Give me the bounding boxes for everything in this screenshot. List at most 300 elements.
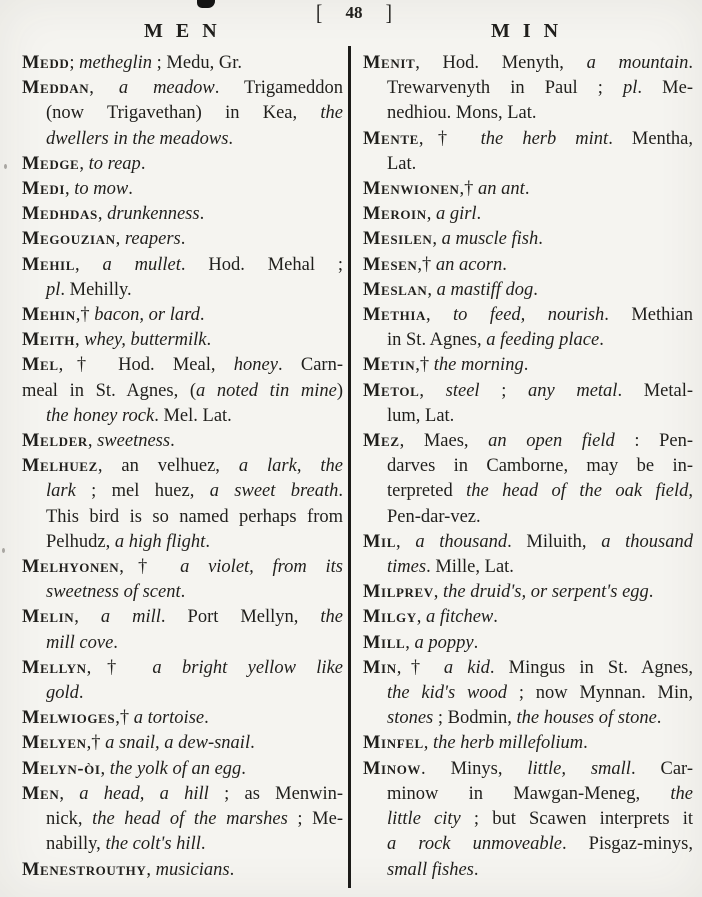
text-segment: the head of the marshes: [92, 809, 288, 830]
text-segment: an ant: [478, 179, 525, 200]
text-segment: . Port Mellyn,: [160, 607, 321, 628]
dictionary-entry: [363, 580, 693, 605]
dictionary-entry: [22, 328, 343, 353]
text-segment: minow in Mawgan-Meneg,: [387, 783, 671, 804]
text-segment: . Minys,: [421, 758, 528, 779]
entry-line: [363, 101, 693, 126]
text-segment: a feeding place: [486, 330, 600, 351]
entry-line: [363, 757, 693, 782]
text-segment: Pen-dar-vez.: [387, 506, 481, 527]
text-segment: a violet, from its: [180, 557, 343, 578]
text-segment: whey, buttermilk: [84, 330, 207, 351]
text-segment: .: [113, 632, 118, 653]
headword: Mehin: [22, 305, 76, 326]
entry-line: [363, 127, 693, 152]
text-segment: reapers: [124, 229, 181, 250]
text-segment: . Me-: [637, 78, 693, 99]
entry-line: [363, 51, 693, 76]
text-segment: . Mentha,: [608, 128, 694, 149]
text-segment: ,: [87, 431, 98, 452]
text-segment: ,: [79, 153, 89, 174]
entry-line: [22, 706, 343, 731]
headword: Melyen: [22, 733, 87, 754]
entry-line: [363, 782, 693, 807]
text-segment: .: [524, 179, 530, 200]
headword: Medd: [22, 53, 70, 73]
text-segment: nedhiou. Mons, Lat.: [387, 103, 537, 124]
headword: Meslan: [363, 279, 428, 300]
text-segment: the: [670, 783, 693, 804]
text-segment: stones: [387, 708, 434, 729]
entry-line: [22, 152, 343, 177]
text-segment: the morning: [433, 355, 524, 376]
text-segment: times: [387, 557, 427, 578]
entry-line: [22, 101, 343, 126]
dictionary-entry: [22, 76, 343, 152]
text-segment: ,: [423, 733, 434, 754]
headword: Megouzian: [22, 229, 116, 250]
text-segment: a mill: [100, 607, 161, 628]
text-segment: .: [229, 859, 235, 880]
entry-line: [22, 127, 343, 152]
text-segment: ,†: [115, 708, 134, 729]
entry-line: [363, 379, 693, 404]
text-segment: . Trigameddon: [214, 78, 343, 99]
dictionary-entry: [363, 253, 693, 278]
text-segment: small fishes: [387, 859, 474, 880]
text-segment: .: [204, 708, 209, 729]
text-segment: .: [648, 582, 654, 603]
entry-line: [22, 505, 343, 530]
text-segment: . Methian: [604, 305, 693, 326]
headword: Melwioges: [22, 708, 116, 729]
entry-line: [22, 757, 343, 782]
text-segment: .: [241, 758, 246, 779]
headword: Melhuez: [22, 456, 98, 477]
text-segment: ,†: [459, 179, 479, 200]
entry-line: [22, 278, 343, 303]
text-segment: , an velhuez,: [97, 456, 239, 477]
text-segment: .: [199, 305, 205, 326]
text-segment: to feed, nourish: [453, 305, 605, 326]
headword: Mente: [363, 128, 419, 149]
column-header-men: MEN: [144, 20, 230, 42]
text-segment: ,: [405, 632, 415, 653]
text-segment: ; Medu, Gr.: [152, 53, 242, 73]
text-segment: (now Trigavethan) in Kea,: [46, 103, 321, 124]
text-segment: ,†: [75, 305, 95, 326]
headword: Mesilen: [363, 229, 433, 250]
text-segment: .: [180, 582, 186, 603]
text-segment: ,: [74, 607, 101, 628]
text-segment: ,: [74, 254, 103, 275]
text-segment: a thousand: [415, 531, 508, 552]
text-segment: a mullet: [102, 254, 181, 275]
headword: Milgy: [363, 607, 417, 628]
text-segment: .: [523, 355, 529, 376]
ink-smudge: [197, 0, 215, 8]
text-segment: terpreted: [387, 481, 467, 502]
text-segment: to mow: [74, 179, 129, 200]
text-segment: a mastiff dog: [436, 279, 534, 300]
text-segment: a tortoise: [133, 708, 205, 729]
headword: Milprev: [363, 582, 434, 603]
text-segment: a fitchew: [425, 607, 494, 628]
dictionary-entry: [22, 706, 343, 731]
dictionary-entry: [22, 177, 343, 202]
text-segment: . Mille, Lat.: [426, 557, 514, 578]
entry-line: [22, 530, 343, 555]
dictionary-entry: [22, 757, 343, 782]
text-segment: a meadow: [118, 78, 215, 99]
text-segment: ,: [426, 204, 436, 225]
text-segment: , Maes,: [399, 431, 489, 452]
headword: Medi: [22, 179, 65, 200]
text-segment: a bright yellow like: [152, 657, 343, 678]
text-segment: a mountain: [586, 53, 689, 73]
text-segment: meal in St. Agnes, (: [22, 380, 197, 401]
entry-line: [363, 605, 693, 630]
text-segment: . Pisgaz-minys,: [561, 834, 693, 855]
text-segment: ,: [296, 456, 321, 477]
text-segment: the druid's, or serpent's egg: [443, 582, 649, 603]
headword: Mill: [363, 632, 406, 653]
headword: Mez: [363, 431, 400, 452]
dictionary-entry: [22, 202, 343, 227]
text-segment: ,: [89, 78, 119, 99]
dictionary-entry: [363, 353, 693, 378]
entry-line: [22, 454, 343, 479]
text-segment: ; as Menwin-: [208, 783, 344, 804]
entry-line: [22, 227, 343, 252]
text-segment: nick,: [46, 809, 93, 830]
entry-line: [363, 555, 693, 580]
dictionary-entry: [22, 454, 343, 555]
text-segment: ,: [115, 229, 125, 250]
text-segment: Lat.: [387, 153, 417, 174]
headword: Mil: [363, 531, 396, 552]
dictionary-entry: [22, 858, 343, 883]
headword: Melyn-òi: [22, 758, 101, 779]
entry-line: [363, 454, 693, 479]
dictionary-entry: [363, 227, 693, 252]
entry-line: [363, 530, 693, 555]
headword: Medge: [22, 153, 80, 174]
text-segment: drunkenness: [107, 204, 200, 225]
text-segment: the head of the oak field: [466, 481, 689, 502]
headword: Minfel: [363, 733, 424, 754]
text-segment: .: [656, 708, 662, 729]
page-number: 48: [345, 3, 363, 22]
text-segment: the: [320, 456, 343, 477]
headword: Men: [22, 783, 60, 804]
dictionary-entry: [22, 656, 343, 706]
headword: Minow: [363, 758, 422, 779]
text-segment: .: [128, 179, 133, 200]
text-segment: .: [538, 229, 543, 250]
entry-line: [22, 782, 343, 807]
text-segment: .: [473, 632, 479, 653]
entry-line: [363, 303, 693, 328]
entry-line: [363, 76, 693, 101]
headword: Metol: [363, 380, 420, 401]
text-segment: a high flight: [114, 531, 206, 552]
dictionary-entry: [363, 656, 693, 732]
entry-line: [22, 353, 343, 378]
text-segment: .: [250, 733, 255, 754]
text-segment: sweetness: [97, 431, 171, 452]
headword: Melin: [22, 607, 75, 628]
text-segment: . Miluith,: [507, 531, 602, 552]
text-segment: ,: [396, 531, 416, 552]
dictionary-entry: [363, 631, 693, 656]
paper-speck: [4, 164, 7, 169]
text-segment: .: [599, 330, 604, 351]
entry-line: [363, 429, 693, 454]
text-segment: .: [688, 53, 693, 73]
text-segment: . Mingus in St. Agnes,: [489, 657, 693, 678]
text-segment: ,: [425, 305, 454, 326]
text-segment: nabilly,: [46, 834, 106, 855]
text-segment: ,†: [418, 128, 481, 149]
column-men: [22, 51, 343, 883]
headword: Mellyn: [22, 657, 87, 678]
text-segment: gold: [46, 683, 79, 704]
text-segment: .: [473, 859, 479, 880]
entry-line: [22, 51, 343, 76]
dictionary-entry: [22, 782, 343, 858]
text-segment: .: [338, 481, 343, 502]
entry-line: [22, 177, 343, 202]
dictionary-entry: [22, 152, 343, 177]
text-segment: ,: [146, 859, 156, 880]
entry-line: [22, 681, 343, 706]
headword: Meroin: [363, 204, 427, 225]
text-segment: ,: [416, 607, 426, 628]
entry-line: [22, 832, 343, 857]
dictionary-entry: [22, 731, 343, 756]
text-segment: the honey rock: [46, 405, 155, 426]
text-segment: lark: [46, 481, 76, 502]
text-segment: ;: [479, 380, 528, 401]
entry-line: [22, 429, 343, 454]
entry-line: [363, 177, 693, 202]
text-segment: .: [476, 204, 482, 225]
text-segment: a muscle fish: [441, 229, 539, 250]
text-segment: .: [228, 128, 234, 149]
text-segment: ,†: [119, 557, 181, 578]
dictionary-entry: [363, 429, 693, 530]
text-segment: musicians: [155, 859, 230, 880]
text-segment: metheglin: [79, 53, 153, 73]
text-segment: to reap: [88, 153, 141, 174]
dictionary-entry: [363, 731, 693, 756]
text-segment: lum, Lat.: [387, 405, 455, 426]
dictionary-entry: [363, 530, 693, 580]
entry-line: [363, 227, 693, 252]
dictionary-entry: [363, 177, 693, 202]
entry-line: [22, 404, 343, 429]
dictionary-entry: [363, 278, 693, 303]
text-segment: a noted tin mine: [196, 380, 337, 401]
entry-line: [22, 731, 343, 756]
text-segment: ,†: [396, 657, 444, 678]
entry-line: [22, 555, 343, 580]
text-segment: . Mehilly.: [60, 279, 132, 300]
text-segment: the kid's wood: [387, 683, 508, 704]
entry-line: [363, 631, 693, 656]
entry-line: [22, 605, 343, 630]
text-segment: . Car-: [630, 758, 693, 779]
text-segment: the houses of stone: [516, 708, 657, 729]
text-segment: .: [180, 229, 186, 250]
dictionary-entry: [363, 757, 693, 883]
text-segment: ,: [433, 582, 444, 603]
text-segment: honey: [233, 355, 278, 376]
text-segment: .: [140, 153, 146, 174]
text-segment: ,: [432, 229, 442, 250]
entry-line: [363, 580, 693, 605]
text-segment: pl: [46, 279, 61, 300]
text-segment: ,: [419, 380, 446, 401]
entry-line: [22, 631, 343, 656]
text-segment: .: [493, 607, 498, 628]
entry-line: [22, 328, 343, 353]
text-segment: . Metal-: [617, 380, 694, 401]
text-segment: a lark: [238, 456, 297, 477]
text-segment: ,†: [415, 355, 434, 376]
dictionary-entry: [22, 253, 343, 303]
text-segment: the yolk of an egg: [109, 758, 242, 779]
paper-speck: [2, 548, 5, 553]
headword: Metin: [363, 355, 416, 376]
text-segment: ,: [64, 179, 75, 200]
entry-line: [363, 328, 693, 353]
entry-line: [22, 656, 343, 681]
text-segment: mill cove: [46, 632, 114, 653]
text-segment: ): [336, 380, 343, 401]
entry-line: [363, 505, 693, 530]
entry-line: [363, 656, 693, 681]
entry-line: [363, 404, 693, 429]
entry-line: [22, 379, 343, 404]
text-segment: in St. Agnes,: [387, 330, 487, 351]
text-segment: .: [78, 683, 84, 704]
text-segment: . Mel. Lat.: [154, 405, 232, 426]
text-segment: ,†: [86, 733, 106, 754]
text-segment: a kid: [443, 657, 490, 678]
text-segment: ,† Hod. Meal,: [58, 355, 234, 376]
entry-line: [363, 706, 693, 731]
text-segment: , Hod. Menyth,: [415, 53, 587, 73]
headword: Methia: [363, 305, 426, 326]
text-segment: an acorn: [435, 254, 503, 275]
text-segment: an open field: [488, 431, 615, 452]
column-header-min: MIN: [491, 20, 572, 42]
headword: Melder: [22, 431, 88, 452]
text-segment: a rock unmoveable: [387, 834, 562, 855]
headword: Melhyonen: [22, 557, 120, 578]
text-segment: little, small: [527, 758, 631, 779]
dictionary-entry: [22, 429, 343, 454]
text-segment: a thousand: [601, 531, 694, 552]
text-segment: darves in Camborne, may be in-: [387, 456, 693, 477]
entry-line: [363, 202, 693, 227]
left-bracket: [: [316, 1, 323, 26]
entry-line: [363, 479, 693, 504]
column-divider-rule: [348, 46, 351, 888]
text-segment: little city: [387, 809, 461, 830]
text-segment: a girl: [435, 204, 477, 225]
text-segment: a poppy: [414, 632, 474, 653]
text-segment: the: [320, 607, 344, 628]
text-segment: ,: [97, 204, 108, 225]
dictionary-entry: [363, 51, 693, 127]
entry-line: [22, 76, 343, 101]
entry-line: [363, 253, 693, 278]
text-segment: .: [533, 279, 538, 300]
headword: Menestrouthy: [22, 859, 147, 880]
headword: Meddan: [22, 78, 90, 99]
text-segment: . Carn-: [277, 355, 343, 376]
column-min: [363, 51, 693, 883]
entry-line: [363, 278, 693, 303]
text-segment: Pelhudz,: [46, 531, 115, 552]
text-segment: ,: [74, 330, 85, 351]
headword: Menwionen: [363, 179, 460, 200]
entry-line: [363, 353, 693, 378]
entry-line: [22, 858, 343, 883]
text-segment: ; Bodmin,: [433, 708, 517, 729]
headword: Mehil: [22, 254, 75, 275]
dictionary-entry: [363, 202, 693, 227]
text-segment: ,: [59, 783, 80, 804]
headword: Medhdas: [22, 204, 98, 225]
text-segment: .: [206, 330, 212, 351]
dictionary-entry: [363, 605, 693, 630]
text-segment: .: [205, 531, 210, 552]
text-segment: ;: [69, 53, 80, 73]
text-segment: .: [583, 733, 588, 754]
text-segment: .: [200, 834, 206, 855]
dictionary-entry: [363, 379, 693, 429]
text-segment: This bird is so named perhaps from: [46, 506, 343, 527]
dictionary-entry: [22, 51, 343, 76]
text-segment: .: [502, 254, 507, 275]
text-segment: the: [320, 103, 343, 124]
right-bracket: ]: [385, 1, 392, 26]
dictionary-entry: [22, 227, 343, 252]
entry-line: [22, 580, 343, 605]
text-segment: pl: [623, 78, 638, 99]
entry-line: [22, 479, 343, 504]
dictionary-entry: [363, 127, 693, 177]
text-segment: ; mel huez,: [75, 481, 210, 502]
headword: Mel: [22, 355, 59, 376]
text-segment: ,†: [417, 254, 436, 275]
headword: Min: [363, 657, 397, 678]
text-segment: ,: [427, 279, 437, 300]
text-segment: the herb millefolium: [433, 733, 584, 754]
text-segment: a snail, a dew-snail: [105, 733, 251, 754]
text-segment: ; Me-: [287, 809, 343, 830]
dictionary-entry: [22, 353, 343, 429]
dictionary-entry: [363, 303, 693, 353]
text-segment: ,: [688, 481, 693, 502]
entry-line: [363, 858, 693, 883]
headword: Meith: [22, 330, 75, 351]
text-segment: steel: [445, 380, 480, 401]
